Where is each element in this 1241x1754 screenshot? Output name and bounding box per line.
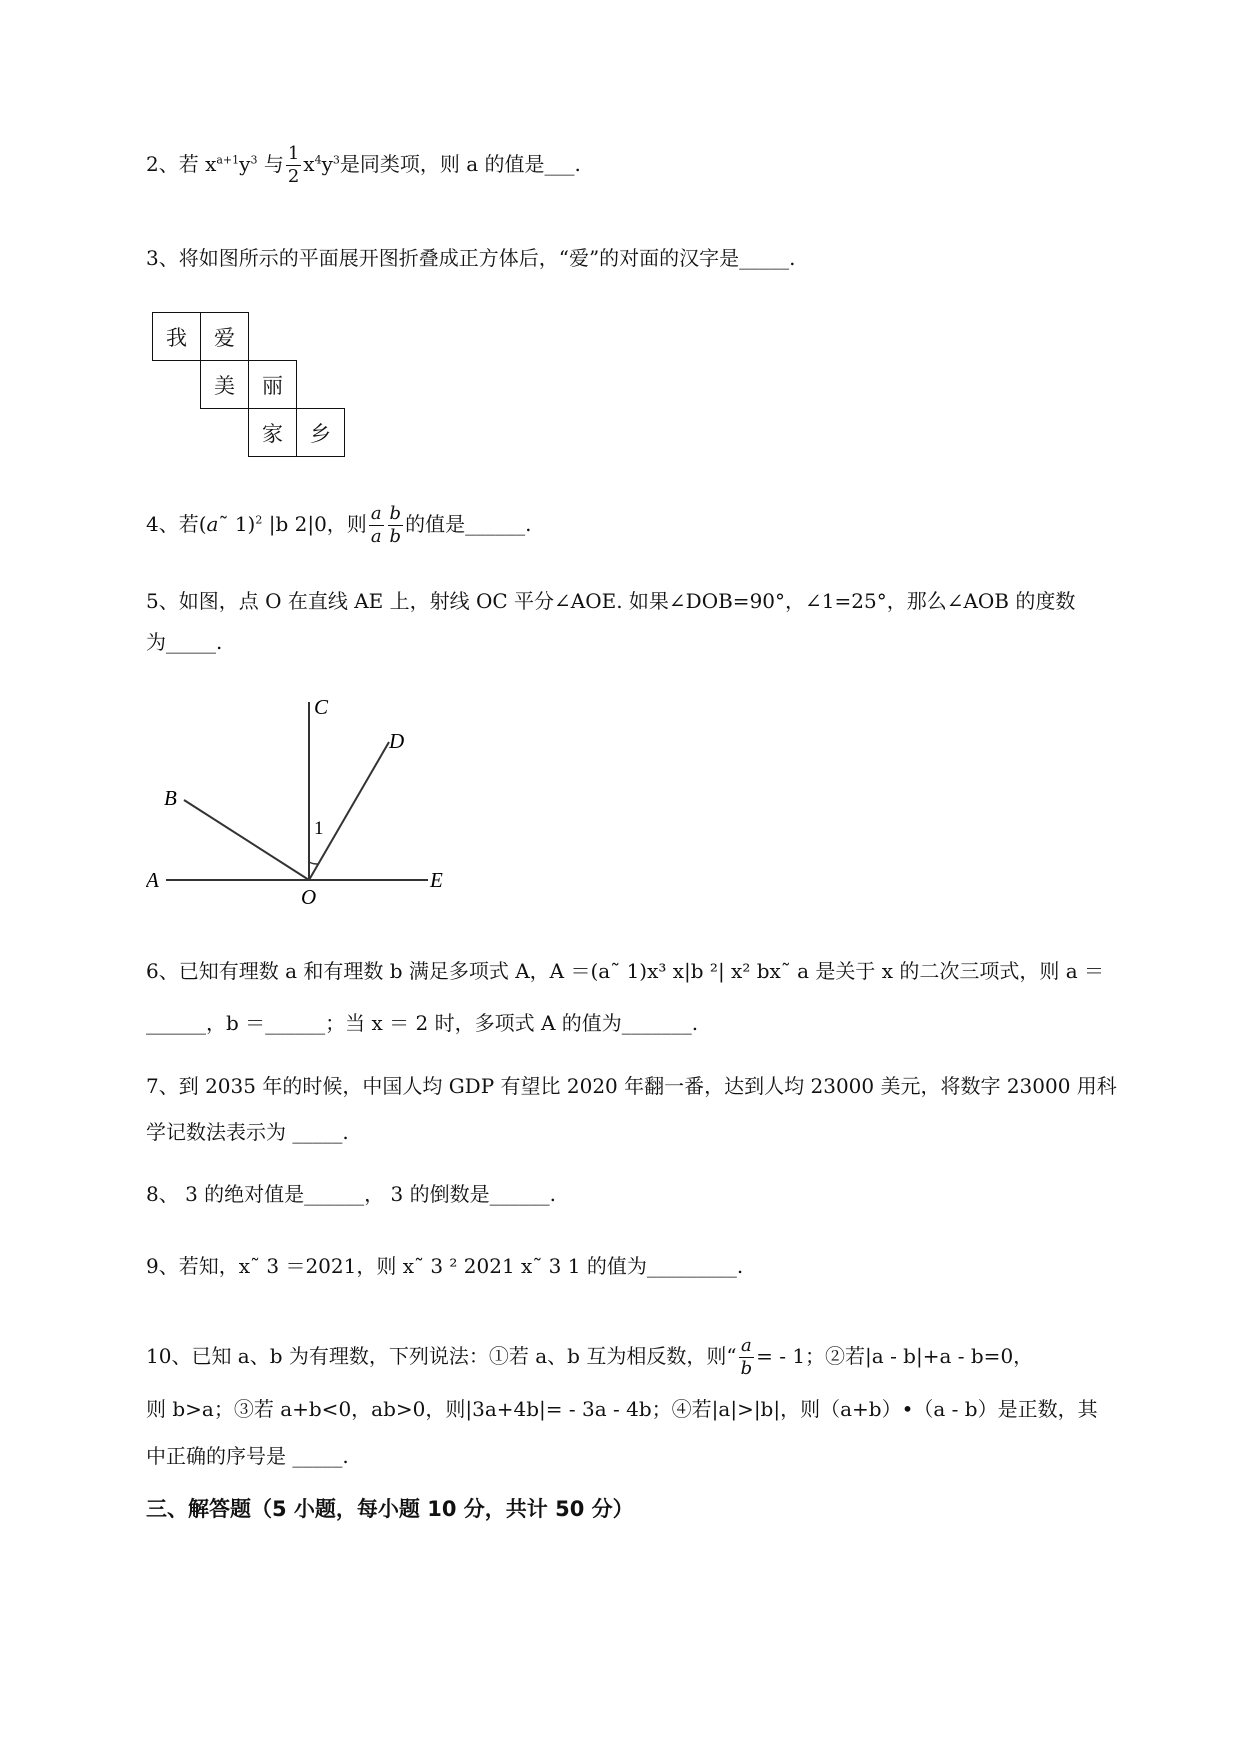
- net-cell: 家: [248, 408, 297, 457]
- exponent: a+1: [216, 153, 240, 167]
- cube-net-figure: [152, 312, 352, 467]
- question-7-line-1: 7、到 2035 年的时候，中国人均 GDP 有望比 2020 年翻一番，达到人均 23000 美元，将数字 23000 用科: [146, 1074, 1117, 1098]
- variable: a: [206, 512, 219, 536]
- fraction-numerator: a: [739, 1335, 755, 1358]
- label-d: D: [389, 729, 405, 753]
- angle-1-arc: [309, 862, 318, 864]
- net-cell: 我: [152, 312, 201, 361]
- exponent: 3: [250, 153, 258, 167]
- text: 4、若(: [146, 512, 207, 536]
- fraction-denominator: b: [740, 1358, 753, 1379]
- label-angle-1: 1: [314, 818, 324, 839]
- label-o: O: [301, 885, 317, 909]
- question-10-line-3: 中正确的序号是 _____.: [146, 1444, 349, 1468]
- text: 10、已知 a、b 为有理数，下列说法：①若 a、b 互为相反数，则“: [146, 1344, 737, 1368]
- text: = - 1；②若|a - b|+a - b=0，: [756, 1344, 1034, 1368]
- fraction-denominator: 2: [287, 166, 300, 187]
- text: 的值是______.: [405, 512, 532, 536]
- fraction-numerator: a: [370, 503, 382, 524]
- net-cell: 丽: [248, 360, 297, 409]
- text: |b 2|: [262, 512, 315, 536]
- text: ˜ 1): [218, 512, 256, 536]
- question-9: 9、若知，x˜ 3 ＝2021，则 x˜ 3 ² 2021 x˜ 3 1 的值为_________.: [146, 1254, 744, 1278]
- fraction: [369, 503, 384, 548]
- fraction-denominator: a: [370, 526, 382, 547]
- exponent: 4: [314, 153, 322, 167]
- question-8: 8、 3 的绝对值是______， 3 的倒数是______.: [146, 1182, 556, 1206]
- exponent: 3: [332, 153, 340, 167]
- angle-diagram: [146, 690, 466, 910]
- text: y: [321, 152, 333, 176]
- question-3: 3、将如图所示的平面展开图折叠成正方体后，“爱”的对面的汉字是_____.: [146, 246, 796, 270]
- fraction: [388, 503, 404, 548]
- question-5-line-1: 5、如图，点 O 在直线 AE 上，射线 OC 平分∠AOE. 如果∠DOB=90°，∠1=25°，那么∠AOB 的度数: [146, 589, 1076, 613]
- text: y: [239, 152, 251, 176]
- question-4: [146, 498, 1156, 550]
- text: 0，则: [314, 512, 367, 536]
- fraction: [739, 1335, 755, 1380]
- fraction-denominator: b: [389, 526, 402, 547]
- question-2: [146, 138, 1156, 190]
- net-cell: 美: [200, 360, 249, 409]
- ray-od: [309, 742, 389, 880]
- question-6-line-2: ______，b ＝______；当 x ＝ 2 时，多项式 A 的值为_______.: [146, 1011, 699, 1035]
- section-heading: 三、解答题（5 小题，每小题 10 分，共计 50 分）: [146, 1497, 634, 1521]
- net-cell: 乡: [296, 408, 345, 457]
- question-10-line-2: 则 b>a；③若 a+b<0，ab>0，则|3a+4b|= - 3a - 4b；④若|a|>|b|，则（a+b）•（a - b）是正数，其: [146, 1397, 1098, 1421]
- question-number: 2、: [146, 152, 179, 176]
- question-7-line-2: 学记数法表示为 _____.: [146, 1120, 349, 1144]
- ray-ob: [184, 800, 309, 880]
- net-cell: 爱: [200, 312, 249, 361]
- text: 与: [257, 152, 284, 176]
- fraction-numerator: b: [389, 503, 402, 524]
- question-5-line-2: 为_____.: [146, 630, 223, 654]
- label-e: E: [430, 868, 443, 892]
- label-c: C: [314, 695, 329, 719]
- text: 若 x: [178, 152, 217, 176]
- question-10-line-1: [146, 1330, 1156, 1382]
- label-a: A: [146, 868, 159, 892]
- text: x: [303, 152, 315, 176]
- question-6-line-1: 6、已知有理数 a 和有理数 b 满足多项式 A，A ＝(a˜ 1)x³ x|b ²| x² bx˜ a 是关于 x 的二次三项式，则 a ＝: [146, 959, 1105, 983]
- text: 是同类项，则 a 的值是___.: [339, 152, 581, 176]
- label-b: B: [164, 786, 177, 810]
- exponent: 2: [255, 513, 263, 527]
- fraction-numerator: 1: [287, 143, 300, 164]
- fraction: [286, 143, 301, 188]
